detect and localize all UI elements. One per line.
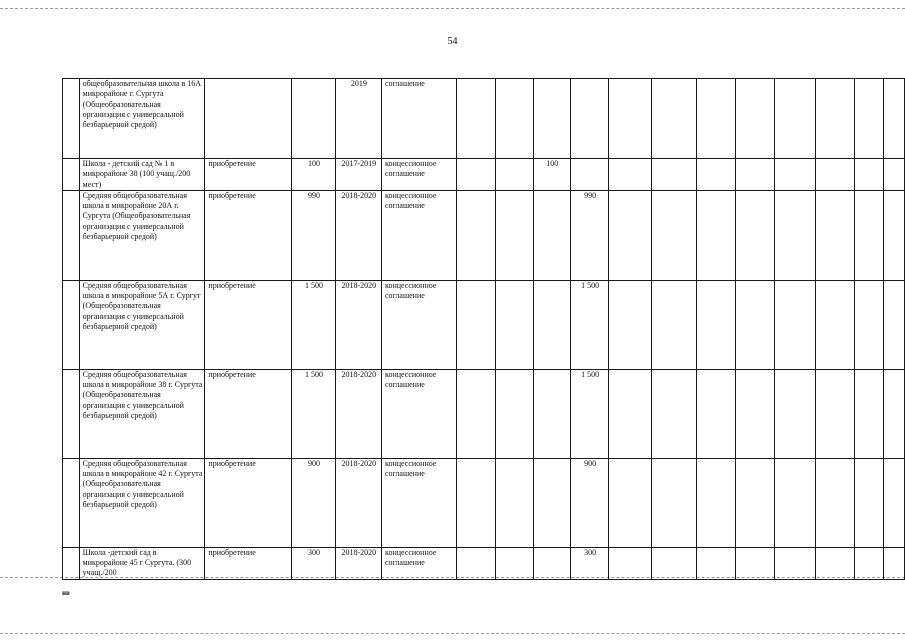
empty-cell: [854, 369, 883, 458]
object-name-cell: Школа - детский сад № 1 в микрорайоне 38 (100 учащ./200 мест): [79, 159, 205, 191]
scan-border-top: [0, 8, 905, 9]
period-cell: 2018-2020: [335, 190, 381, 280]
empty-cell: [63, 280, 80, 369]
empty-cell: [884, 547, 905, 579]
empty-cell: [609, 190, 652, 280]
empty-cell: [736, 280, 775, 369]
capacity-cell: 100: [292, 159, 335, 191]
empty-cell: [63, 159, 80, 191]
empty-cell: [884, 458, 905, 547]
empty-cell: [736, 79, 775, 159]
empty-cell: [775, 547, 816, 579]
empty-cell: [496, 280, 533, 369]
empty-cell: [815, 190, 854, 280]
form-cell: соглашение: [381, 79, 456, 159]
empty-cell: [496, 369, 533, 458]
empty-cell: [63, 458, 80, 547]
table-row: [63, 190, 905, 280]
mechanism-cell: приобретение: [205, 159, 292, 191]
form-cell: концессионное соглашение: [381, 369, 456, 458]
period-cell: 2017-2019: [335, 159, 381, 191]
footer-mark: нв: [62, 589, 70, 597]
empty-cell: [884, 369, 905, 458]
form-cell: концессионное соглашение: [381, 159, 456, 191]
period-cell: 2018-2020: [335, 458, 381, 547]
funding-value-cell: 900: [570, 458, 608, 547]
empty-cell: [609, 159, 652, 191]
mechanism-cell: приобретение: [205, 190, 292, 280]
period-cell: 2019: [335, 79, 381, 159]
mechanism-cell: приобретение: [205, 458, 292, 547]
table-row: [63, 159, 905, 191]
empty-cell: [609, 79, 652, 159]
empty-cell: [609, 369, 652, 458]
empty-cell: [736, 547, 775, 579]
empty-cell: [457, 159, 496, 191]
empty-cell: [697, 280, 736, 369]
empty-cell: [63, 79, 80, 159]
empty-cell: [775, 190, 816, 280]
empty-cell: [63, 190, 80, 280]
empty-cell: [775, 159, 816, 191]
period-cell: 2018-2020: [335, 280, 381, 369]
funding-value-cell: 1 500: [570, 280, 608, 369]
empty-cell: [854, 79, 883, 159]
table-body: [63, 79, 905, 580]
empty-cell: [815, 159, 854, 191]
empty-cell: [697, 190, 736, 280]
table-row: [63, 458, 905, 547]
form-cell: концессионное соглашение: [381, 458, 456, 547]
capacity-cell: 900: [292, 458, 335, 547]
empty-cell: [854, 458, 883, 547]
empty-cell: [652, 190, 697, 280]
funding-value-cell: 100: [533, 159, 570, 191]
empty-cell: [884, 280, 905, 369]
empty-cell: [697, 547, 736, 579]
capacity-cell: 1 500: [292, 369, 335, 458]
table-row: [63, 280, 905, 369]
empty-cell: [736, 458, 775, 547]
capacity-cell: [292, 79, 335, 159]
empty-cell: [815, 369, 854, 458]
empty-cell: [457, 280, 496, 369]
page-number: 54: [447, 36, 458, 47]
form-cell: концессионное соглашение: [381, 547, 456, 579]
empty-cell: [697, 458, 736, 547]
funding-value-cell: 1 500: [570, 369, 608, 458]
empty-cell: [697, 79, 736, 159]
form-cell: концессионное соглашение: [381, 190, 456, 280]
object-name-cell: Средняя общеобразовательная школа в микрорайоне 42 г. Сургута (Общеобразовательная организация с универсальной безбарьерной средой): [79, 458, 205, 547]
empty-cell: [457, 547, 496, 579]
empty-cell: [854, 280, 883, 369]
empty-cell: [815, 280, 854, 369]
empty-cell: [775, 79, 816, 159]
empty-cell: [736, 159, 775, 191]
empty-cell: [815, 547, 854, 579]
empty-cell: [652, 547, 697, 579]
empty-cell: [496, 190, 533, 280]
object-name-cell: Средняя общеобразовательная школа в микрорайоне 5А г. Сургут (Общеобразовательная организация с универсальной безбарьерной средой): [79, 280, 205, 369]
period-cell: 2018-2020: [335, 547, 381, 579]
empty-cell: [652, 369, 697, 458]
empty-cell: [496, 458, 533, 547]
capacity-cell: 1 500: [292, 280, 335, 369]
empty-cell: [652, 458, 697, 547]
object-name-cell: общеобразовательная школа в 16А микрорайоне г. Сургута (Общеобразовательная организация с универсальной безбарьерной средой): [79, 79, 205, 159]
empty-cell: [697, 159, 736, 191]
object-name-cell: Средняя общеобразовательная школа в микрорайоне 20А г. Сургута (Общеобразовательная организация с универсальной безбарьерной средой): [79, 190, 205, 280]
empty-cell: [652, 159, 697, 191]
mechanism-cell: приобретение: [205, 369, 292, 458]
empty-cell: [854, 547, 883, 579]
form-cell: концессионное соглашение: [381, 280, 456, 369]
mechanism-cell: [205, 79, 292, 159]
empty-cell: [697, 369, 736, 458]
empty-cell: [884, 190, 905, 280]
mechanism-cell: приобретение: [205, 280, 292, 369]
empty-cell: [775, 458, 816, 547]
investment-table: [62, 78, 905, 580]
empty-cell: [736, 369, 775, 458]
empty-cell: [570, 79, 608, 159]
table-row: [63, 369, 905, 458]
capacity-cell: 990: [292, 190, 335, 280]
empty-cell: [884, 79, 905, 159]
funding-value-cell: 300: [570, 547, 608, 579]
empty-cell: [609, 458, 652, 547]
empty-cell: [815, 458, 854, 547]
empty-cell: [609, 280, 652, 369]
funding-value-cell: 990: [570, 190, 608, 280]
table-row: [63, 547, 905, 579]
table-row: [63, 79, 905, 159]
empty-cell: [457, 458, 496, 547]
empty-cell: [457, 369, 496, 458]
empty-cell: [63, 369, 80, 458]
empty-cell: [457, 190, 496, 280]
object-name-cell: Школа -детский сад в микрорайоне 45 г Сургута. (300 учащ./200: [79, 547, 205, 579]
empty-cell: [457, 79, 496, 159]
empty-cell: [533, 79, 570, 159]
period-cell: 2018-2020: [335, 369, 381, 458]
empty-cell: [736, 190, 775, 280]
empty-cell: [496, 547, 533, 579]
empty-cell: [496, 79, 533, 159]
empty-cell: [496, 159, 533, 191]
empty-cell: [533, 190, 570, 280]
empty-cell: [570, 159, 608, 191]
empty-cell: [609, 547, 652, 579]
empty-cell: [775, 280, 816, 369]
mechanism-cell: приобретение: [205, 547, 292, 579]
empty-cell: [775, 369, 816, 458]
empty-cell: [533, 369, 570, 458]
empty-cell: [652, 79, 697, 159]
empty-cell: [854, 190, 883, 280]
object-name-cell: Средняя общеобразовательная школа в микрорайоне 38 г. Сургута (Общеобразовательная организация с универсальной безбарьерной средой): [79, 369, 205, 458]
scan-border-page-end: [0, 633, 905, 634]
empty-cell: [854, 159, 883, 191]
empty-cell: [815, 79, 854, 159]
empty-cell: [63, 547, 80, 579]
empty-cell: [533, 280, 570, 369]
empty-cell: [652, 280, 697, 369]
empty-cell: [884, 159, 905, 191]
capacity-cell: 300: [292, 547, 335, 579]
empty-cell: [533, 458, 570, 547]
empty-cell: [533, 547, 570, 579]
